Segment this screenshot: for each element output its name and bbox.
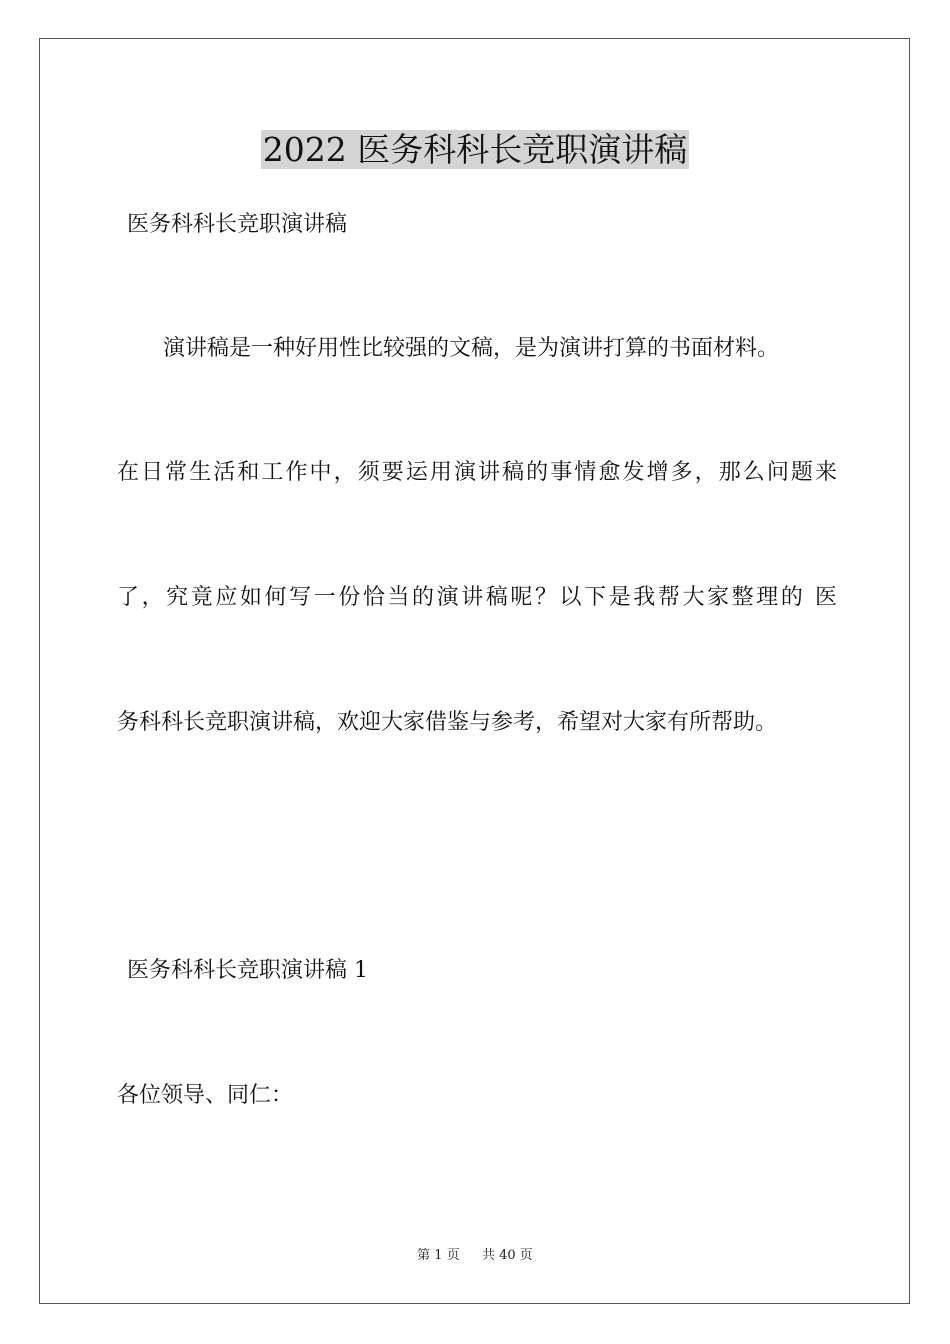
page-footer	[0, 1247, 950, 1265]
page-total: 共 40 页	[482, 1248, 533, 1263]
document-title	[0, 128, 950, 172]
intro-paragraph-line-3: 了，究竟应如何写一份恰当的演讲稿呢？以下是我帮大家整理的 医	[117, 585, 837, 610]
section-heading: 医务科科长竞职演讲稿 1	[127, 958, 368, 983]
page-number: 第 1 页	[417, 1248, 460, 1263]
intro-paragraph-line-4: 务科科长竞职演讲稿，欢迎大家借鉴与参考，希望对大家有所帮助。	[117, 710, 778, 735]
intro-paragraph-line-1: 演讲稿是一种好用性比较强的文稿，是为演讲打算的书面材料。	[163, 336, 780, 361]
document-title-text: 2022 医务科科长竞职演讲稿	[262, 130, 688, 169]
document-subtitle: 医务科科长竞职演讲稿	[127, 212, 348, 237]
intro-paragraph-line-2: 在日常生活和工作中，须要运用演讲稿的事情愈发增多，那么问题来	[117, 460, 837, 485]
salutation: 各位领导、同仁：	[117, 1083, 294, 1108]
